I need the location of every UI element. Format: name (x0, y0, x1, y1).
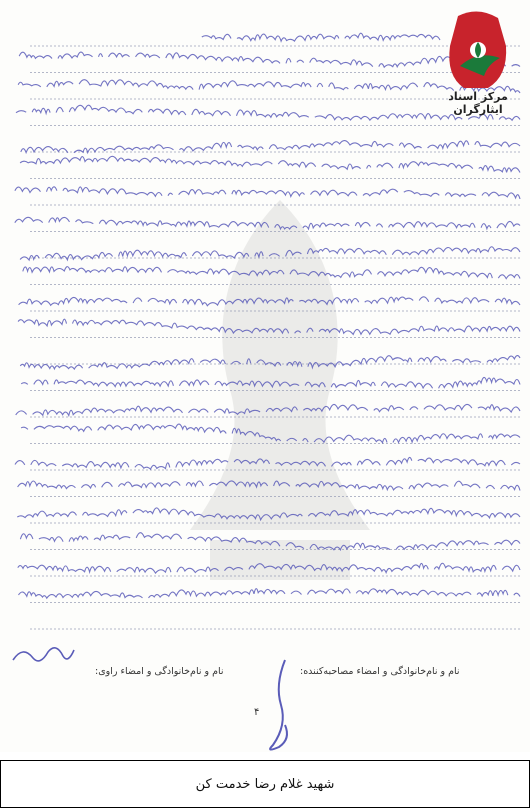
handwriting-line (17, 508, 520, 520)
page-number: ۴ (254, 707, 260, 718)
handwriting-line (21, 377, 520, 388)
handwriting-line (19, 297, 520, 306)
handwriting-line (19, 589, 520, 599)
caption-box (0, 760, 530, 808)
handwriting-line (15, 217, 520, 229)
handwriting-line (18, 563, 520, 573)
narrator-signature (8, 640, 78, 670)
handwriting-line (20, 356, 520, 370)
logo-text: مرکز اسناد ایثارگران (448, 90, 508, 116)
interviewer-signature-label: نام و نام‌خانوادگی و امضاء مصاحبه‌کننده: (300, 666, 460, 677)
handwriting-line (18, 481, 520, 491)
handwriting-line (15, 141, 520, 153)
handwriting-line (18, 319, 520, 334)
handwriting-line (21, 424, 520, 443)
handwriting-line (17, 267, 520, 279)
narrator-signature-label: نام و نام‌خانوادگی و امضاء راوی: (95, 666, 224, 677)
caption: شهید غلام رضا خدمت کن (195, 776, 335, 792)
handwriting-line (20, 533, 520, 550)
handwriting-line (16, 404, 520, 415)
interviewer-signature (255, 655, 305, 752)
handwriting-line (15, 187, 520, 199)
handwriting-line (15, 457, 520, 469)
handwriting-line (20, 156, 520, 172)
handwriting-line (196, 33, 440, 41)
